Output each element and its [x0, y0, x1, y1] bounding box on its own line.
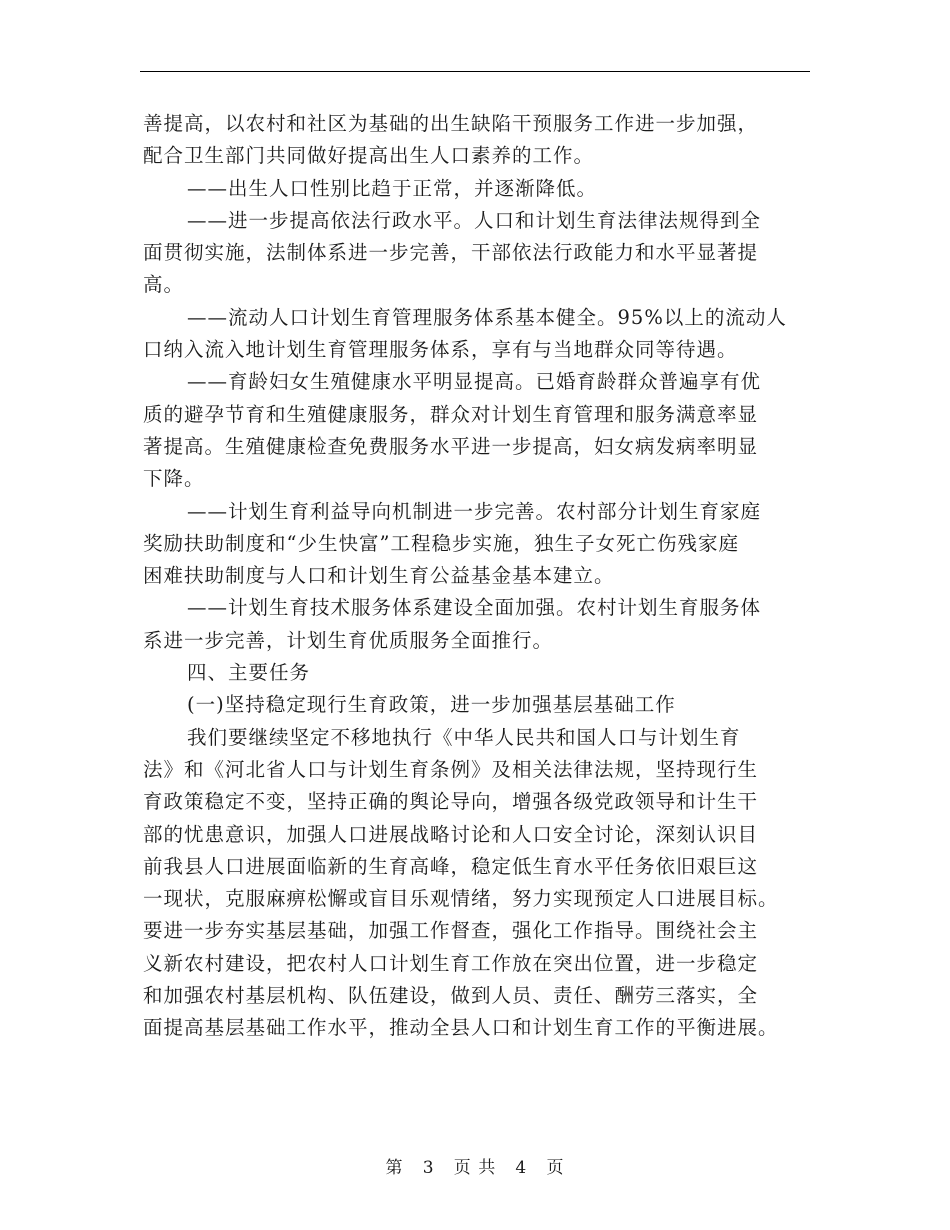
text-line: 要进一步夯实基层基础，加强工作督查，强化工作指导。围绕社会主: [143, 919, 759, 943]
footer-middle: 页 共: [453, 1158, 497, 1178]
text-line: 面提高基层基础工作水平，推动全县人口和计划生育工作的平衡进展。: [143, 1016, 779, 1040]
text-line: 高。: [143, 273, 185, 297]
text-line: ——出生人口性别比趋于正常，并逐渐降低。: [187, 176, 598, 200]
header-rule: [140, 71, 810, 72]
footer-suffix: 页: [546, 1158, 565, 1178]
text-line: 我们要继续坚定不移地执行《中华人民共和国人口与计划生育: [187, 725, 741, 749]
text-line: 配合卫生部门共同做好提高出生人口素养的工作。: [143, 144, 595, 168]
text-line: 义新农村建设，把农村人口计划生育工作放在突出位置，进一步稳定: [143, 951, 759, 975]
text-line: ——育龄妇女生殖健康水平明显提高。已婚育龄群众普遍享有优: [187, 370, 762, 394]
text-line: 口纳入流入地计划生育管理服务体系，享有与当地群众同等待遇。: [143, 338, 738, 362]
text-line: ——进一步提高依法行政水平。人口和计划生育法律法规得到全: [187, 208, 762, 232]
text-line: 质的避孕节育和生殖健康服务，群众对计划生育管理和服务满意率显: [143, 402, 759, 426]
text-line: 下降。: [143, 467, 205, 491]
text-line: ——流动人口计划生育管理服务体系基本健全。95%以上的流动人: [187, 305, 787, 329]
text-line: 四、主要任务: [187, 661, 311, 685]
text-line: 面贯彻实施，法制体系进一步完善，干部依法行政能力和水平显著提: [143, 241, 759, 265]
text-line: 著提高。生殖健康检查免费服务水平进一步提高，妇女病发病率明显: [143, 434, 759, 458]
text-line: 善提高，以农村和社区为基础的出生缺陷干预服务工作进一步加强，: [143, 112, 759, 135]
text-line: 前我县人口进展面临新的生育高峰，稳定低生育水平任务依旧艰巨这: [143, 854, 759, 878]
text-line: 困难扶助制度与人口和计划生育公益基金基本建立。: [143, 564, 615, 588]
page-footer: [0, 1153, 950, 1178]
text-line: 和加强农村基层机构、队伍建设，做到人员、责任、酬劳三落实，全: [143, 984, 759, 1008]
text-line: (一)坚持稳定现行生育政策，进一步加强基层基础工作: [187, 693, 676, 717]
text-line: ——计划生育技术服务体系建设全面加强。农村计划生育服务体: [187, 596, 762, 620]
text-line: 部的忧患意识，加强人口进展战略讨论和人口安全讨论，深刻认识目: [143, 822, 759, 846]
footer-current-page: 3: [422, 1158, 435, 1178]
text-line: 一现状，克服麻痹松懈或盲目乐观情绪，努力实现预定人口进展目标。: [143, 887, 779, 911]
text-line: 系进一步完善，计划生育优质服务全面推行。: [143, 628, 554, 652]
footer-prefix: 第: [385, 1158, 404, 1178]
body-text: [143, 108, 818, 1045]
text-line: 奖励扶助制度和“少生快富”工程稳步实施，独生子女死亡伤残家庭: [143, 531, 739, 555]
text-line: 法》和《河北省人口与计划生育条例》及相关法律法规，坚持现行生: [143, 757, 759, 781]
text-line: ——计划生育利益导向机制进一步完善。农村部分计划生育家庭: [187, 499, 762, 523]
footer-total-pages: 4: [515, 1158, 528, 1178]
text-line: 育政策稳定不变，坚持正确的舆论导向，增强各级党政领导和计生干: [143, 790, 759, 814]
